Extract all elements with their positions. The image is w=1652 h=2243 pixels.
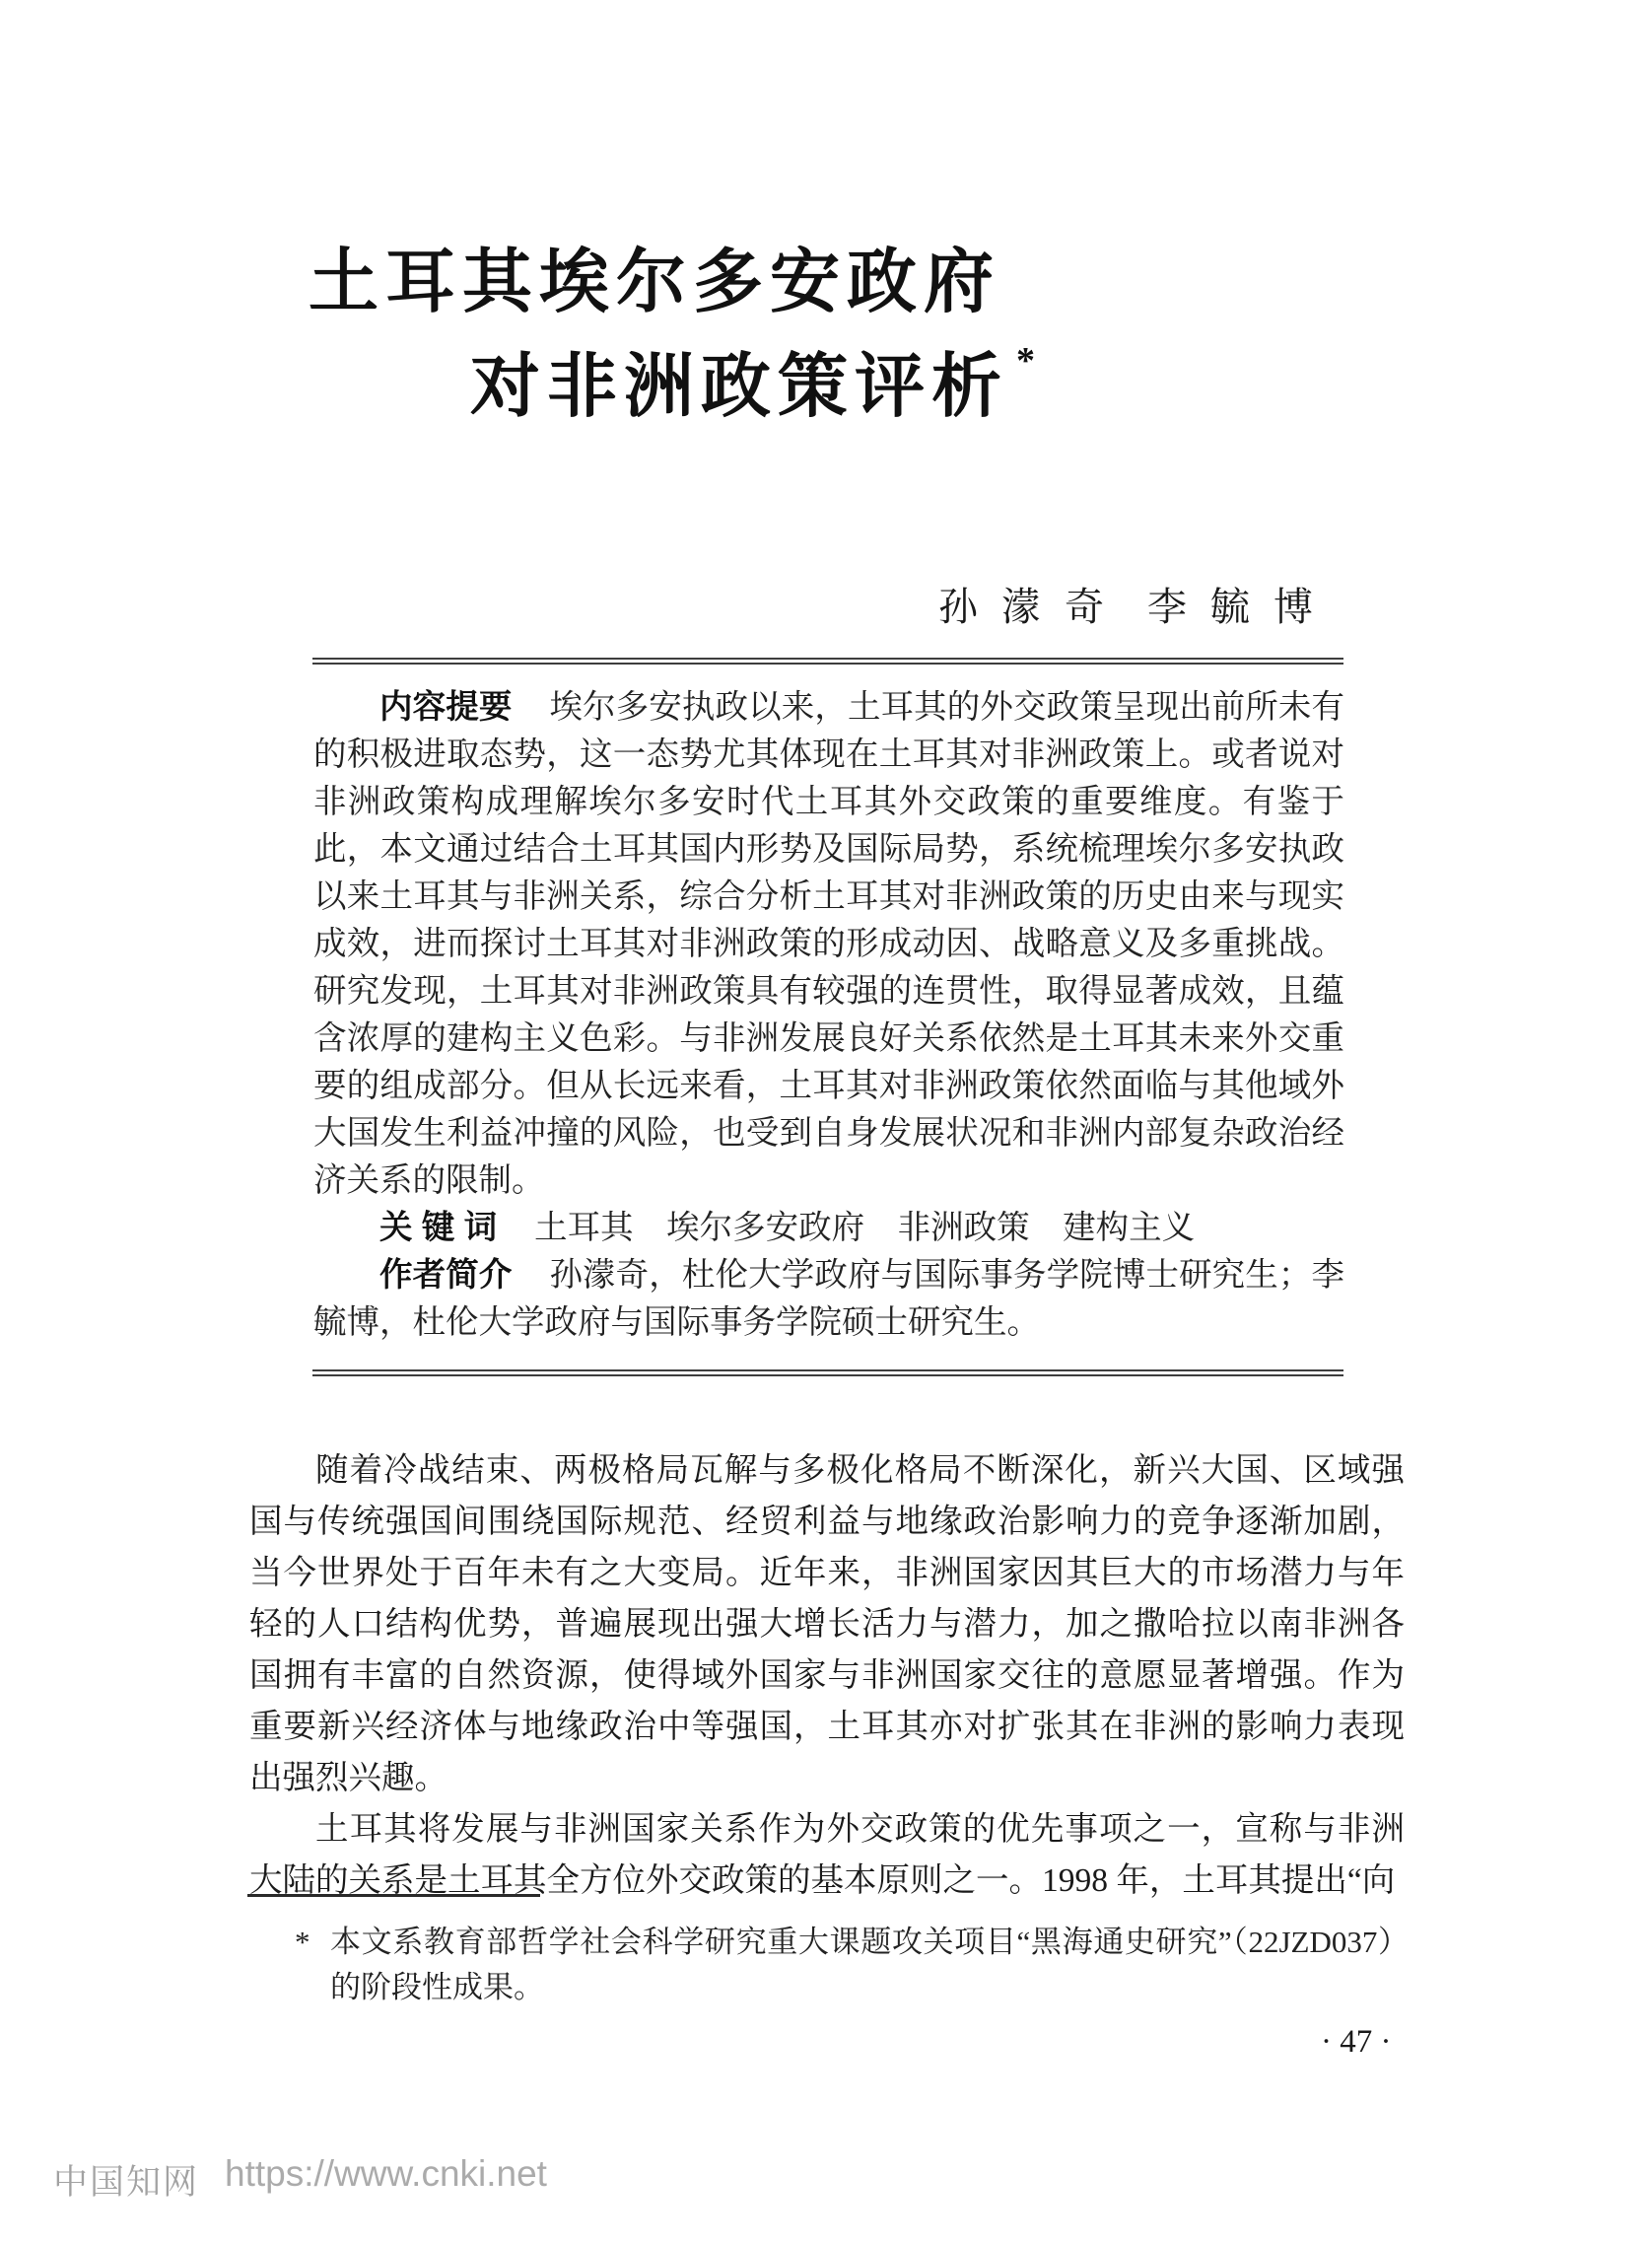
double-rule-top (312, 658, 1343, 665)
footnote (295, 1920, 1409, 2010)
cnki-url-watermark: https://www.cnki.net (225, 2153, 547, 2194)
double-rule-bottom (312, 1369, 1343, 1376)
body-paragraph-2: 土耳其将发展与非洲国家关系作为外交政策的优先事项之一，宣称与非洲大陆的关系是土耳其全方位外交政策的基本原则之一。1998 年，土耳其提出“向 (249, 1811, 1405, 1899)
keywords-label: 关 键 词 (379, 1210, 498, 1246)
author-names: 孙 濛 奇 李 毓 博 (938, 585, 1315, 629)
body-text (249, 1445, 1405, 1907)
abstract-paragraph (313, 684, 1344, 1205)
author-bio-label: 作者简介 (379, 1257, 513, 1294)
footnote-text: 本文系教育部哲学社会科学研究重大课题攻关项目“黑海通史研究”（22JZD037）的阶段性成果。 (330, 1925, 1409, 2004)
article-title-line-2 (470, 340, 1036, 426)
author-bio-text: 孙濛奇，杜伦大学政府与国际事务学院博士研究生；李毓博，杜伦大学政府与国际事务学院硕士研究生。 (313, 1257, 1345, 1341)
article-title-line-2-text: 对非洲政策评析 (470, 349, 1009, 426)
abstract-text: 埃尔多安执政以来，土耳其的外交政策呈现出前所未有的积极进取态势，这一态势尤其体现在土耳其对非洲政策上。或者说对非洲政策构成理解埃尔多安时代土耳其外交政策的重要维度。有鉴于此，本文通过结合土耳其国内形势及国际局势，系统梳理埃尔多安执政以来土耳其与非洲关系，综合分析土耳其对非洲政策的历史由来与现实成效，进而探讨土耳其对非洲政策的形成动因、战略意义及多重挑战。研究发现，土耳其对非洲政策具有较强的连贯性，取得显著成效，且蕴含浓厚的建构主义色彩。与非洲发展良好关系依然是土耳其未来外交重要的组成部分。但从长远来看，土耳其对非洲政策依然面临与其他域外大国发生利益冲撞的风险，也受到自身发展状况和非洲内部复杂政治经济关系的限制。 (313, 689, 1345, 1199)
abstract-label: 内容提要 (379, 689, 513, 726)
keywords-line (313, 1205, 1344, 1252)
body-paragraph-1: 随着冷战结束、两极格局瓦解与多极化格局不断深化，新兴大国、区域强国与传统强国间围绕国际规范、经贸利益与地缘政治影响力的竞争逐渐加剧，当今世界处于百年未有之大变局。近年来，非洲国家因其巨大的市场潜力与年轻的人口结构优势，普遍展现出强大增长活力与潜力，加之撒哈拉以南非洲各国拥有丰富的自然资源，使得域外国家与非洲国家交往的意愿显著增强。作为重要新兴经济体与地缘政治中等强国，土耳其亦对扩张其在非洲的影响力表现出强烈兴趣。 (249, 1452, 1405, 1796)
cnki-brand-watermark: 中国知网 (53, 2163, 200, 2202)
abstract-block (313, 684, 1344, 1347)
keywords-text: 土耳其 埃尔多安政府 非洲政策 建构主义 (534, 1210, 1196, 1246)
page-number: · 47 · (1321, 2024, 1392, 2060)
title-footnote-marker: * (1016, 340, 1036, 382)
author-bio-line (313, 1252, 1344, 1347)
footnote-marker: * (295, 1925, 310, 1959)
footnote-separator-rule (247, 1894, 540, 1897)
article-title-line-1: 土耳其埃尔多安政府 (309, 245, 1001, 321)
